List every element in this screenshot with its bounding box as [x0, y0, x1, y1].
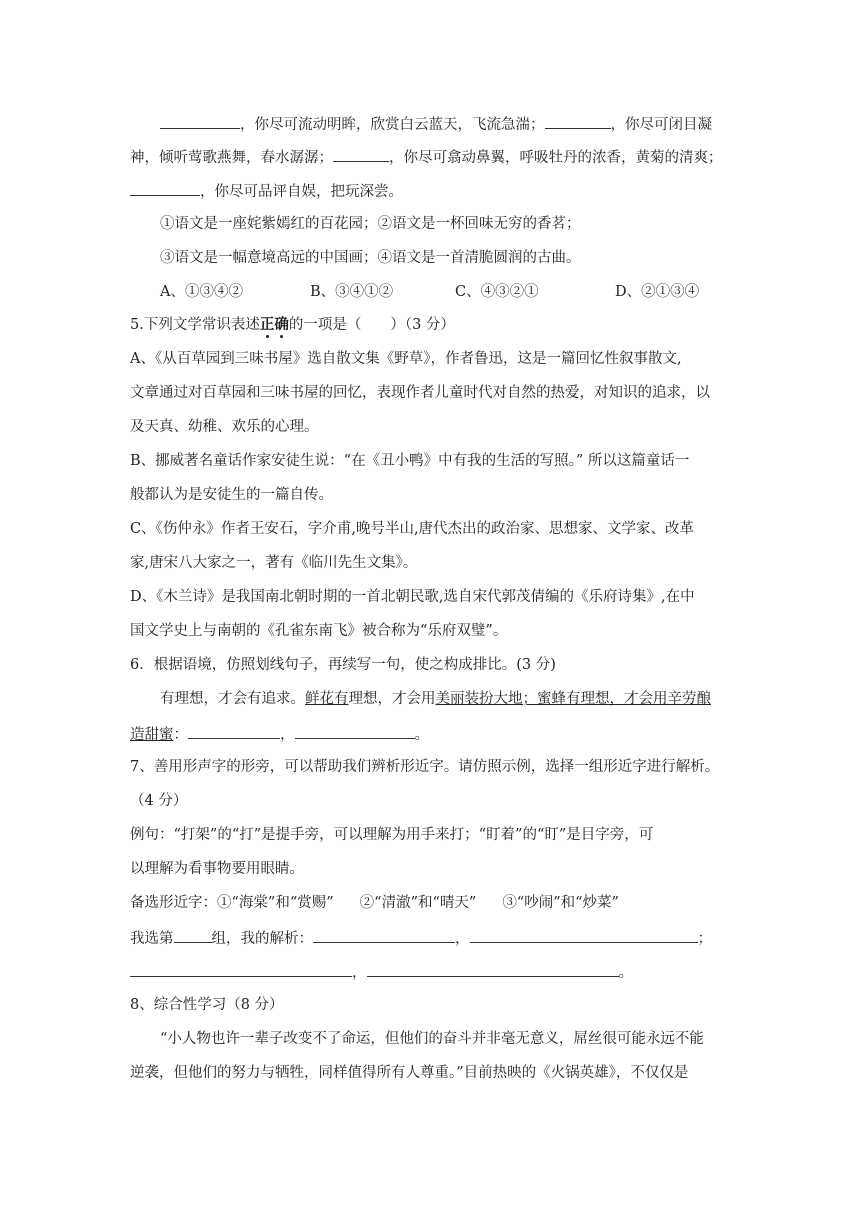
choice-a[interactable]: A、①③④② [160, 284, 243, 300]
q7-stem-line-1: 7、善用形声字的形旁，可以帮助我们辨析形近字。请仿照示例，选择一组形近字进行解析。 [130, 759, 720, 775]
q7-example-line-1: 例句：“打架”的“打”是提手旁，可以理解为用手来打；“盯着”的“盯”是目字旁，可 [130, 827, 654, 843]
q4-options-1: ①语文是一座姹紫嫣红的百花园；②语文是一杯回味无穷的香茗； [160, 216, 581, 232]
answer-blank[interactable] [188, 723, 280, 739]
q5-option-a-line-3: 及天真、幼稚、欢乐的心理。 [130, 419, 319, 435]
q6-sentence-line-1: 有理想，才会有追求。鲜花有理想，才会用美丽装扮大地；蜜蜂有理想，才会用辛劳酿 [160, 691, 711, 707]
q6-stem: 6．根据语境，仿照划线句子，再续写一句，使之构成排比。(3 分) [130, 657, 556, 673]
q5-option-b-line-2: 般都认为是安徒生的一篇自传。 [130, 487, 333, 503]
q7-example-line-2: 以理解为看事物要用眼睛。 [130, 861, 304, 877]
group-number-blank[interactable] [174, 927, 212, 943]
q7-answer-line-1: 我选第 组，我的解析： ， ； [130, 927, 712, 949]
q8-stem: 8、综合性学习（8 分） [130, 997, 284, 1013]
q4-options-2: ③语文是一幅意境高远的中国画；④语文是一首清脆圆润的古曲。 [160, 250, 581, 266]
q4-line-3: ，你尽可品评自娱，把玩深尝。 [130, 180, 403, 202]
q5-option-a-line-1: A、《从百草园到三味书屋》选自散文集《野草》，作者鲁迅，这是一篇回忆性叙事散文, [130, 351, 682, 367]
q5-option-c-line-1: C、《伤仲永》作者王安石，字介甫,晚号半山,唐代杰出的政治家、思想家、文学家、改革 [130, 521, 695, 537]
analysis-blank[interactable] [367, 961, 619, 977]
q8-passage-line-2: 逆袭，但他们的努力与牺牲，同样值得所有人尊重。”目前热映的《火锅英雄》，不仅仅是 [130, 1065, 689, 1081]
fill-blank[interactable] [160, 113, 240, 129]
choice-c[interactable]: C、④③②① [455, 284, 539, 300]
analysis-blank[interactable] [130, 961, 352, 977]
q4-line-2: 神，倾听莺歌燕舞，春水潺潺； ，你尽可翕动鼻翼，呼吸牡丹的浓香，黄菊的清爽； [130, 146, 723, 168]
analysis-blank[interactable] [470, 927, 698, 943]
q7-stem-line-2: （4 分） [130, 793, 188, 809]
fill-blank[interactable] [130, 180, 200, 196]
analysis-blank[interactable] [313, 927, 455, 943]
choice-b[interactable]: B、③④①② [310, 284, 394, 300]
q5-stem: 5.下列文学常识表述正确的一项是（ ）（3 分） [130, 316, 455, 333]
q5-option-a-line-2: 文章通过对百草园和三味书屋的回忆，表现作者儿童时代对自然的热爱，对知识的追求，以 [130, 385, 710, 401]
q5-option-b-line-1: B、挪威著名童话作家安徒生说：“在《丑小鸭》中有我的生活的写照。” 所以这篇童话一 [130, 453, 690, 469]
q5-option-c-line-2: 家,唐宋八大家之一，著有《临川先生文集》。 [130, 555, 418, 571]
q7-answer-line-2: ， 。 [130, 961, 633, 983]
q4-line-1: ，你尽可流动明眸，欣赏白云蓝天，飞流急湍； ，你尽可闭目凝 [160, 113, 712, 135]
fill-blank[interactable] [333, 146, 389, 162]
q8-passage-line-1: “小人物也许一辈子改变不了命运，但他们的奋斗并非毫无意义，屌丝很可能永远不能 [160, 1031, 704, 1047]
fill-blank[interactable] [545, 113, 611, 129]
q5-option-d-line-2: 国文学史上与南朝的《孔雀东南飞》被合称为“乐府双璧”。 [130, 623, 508, 639]
answer-blank[interactable] [295, 723, 415, 739]
q7-candidates: 备选形近字：①“海棠”和“赏赐” ②“清澈”和“晴天” ③“吵闹”和“炒菜” [130, 895, 619, 911]
q5-option-d-line-1: D、《木兰诗》是我国南北朝时期的一首北朝民歌,选自宋代郭茂倩编的《乐府诗集》,在中 [130, 589, 695, 605]
q6-sentence-line-2: 造甜蜜： ， 。 [130, 723, 429, 745]
choice-d[interactable]: D、②①③④ [615, 284, 700, 300]
